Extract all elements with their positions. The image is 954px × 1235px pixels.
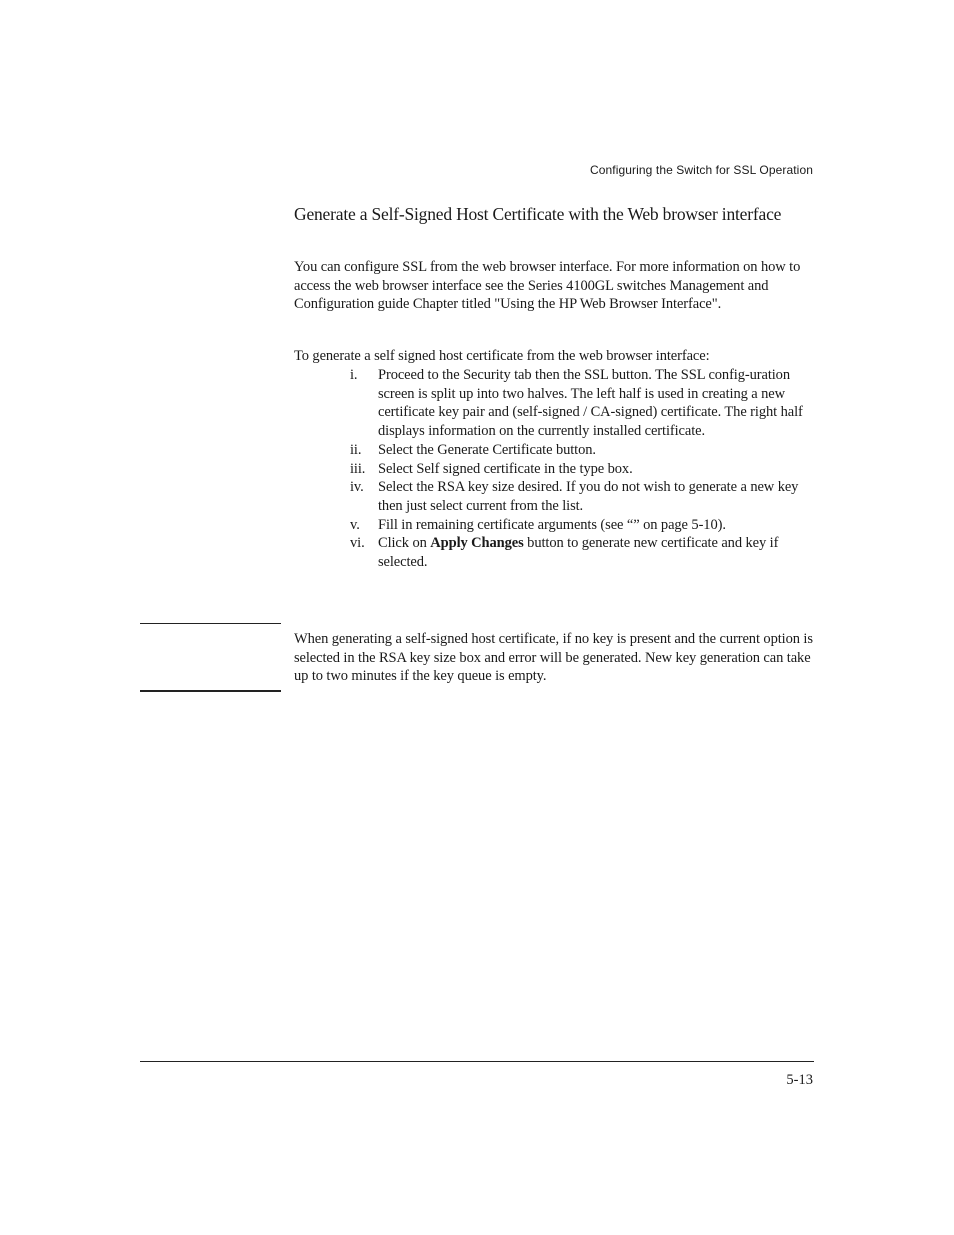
step-text-after: button to generate new certificate and key if selected. — [378, 535, 779, 571]
step-text: Select the Generate Certificate button. — [378, 441, 596, 458]
step-text: Select the RSA key size desired. If you do not wish to generate a new key then just select current from the list. — [378, 479, 799, 514]
note-top-rule — [140, 623, 281, 624]
note-text: When generating a self-signed host certificate, if no key is present and the current option is selected in the RSA key size box and error will be generated. New key generation can take up to two minutes if the key queue is empty. — [294, 631, 813, 685]
running-header: Configuring the Switch for SSL Operation — [589, 163, 813, 177]
note-bottom-rule — [140, 690, 281, 692]
step-text: Fill in remaining certificate arguments (see “” on page 5-10). — [378, 516, 726, 533]
intro-paragraph: You can configure SSL from the web browser interface. For more information on how to access the web browser interface see the Series 4100GL switches Management and Configuration guide Chapter titled "Using the HP Web Browser Interface". — [294, 259, 801, 313]
procedure-step — [350, 460, 820, 479]
procedure-step — [350, 516, 820, 535]
step-number: iii. — [350, 460, 366, 477]
procedure-lead-paragraph: To generate a self signed host certificate from the web browser interface: — [294, 348, 710, 364]
procedure-steps-list — [350, 366, 820, 572]
step-text — [378, 535, 778, 570]
step-number: v. — [350, 516, 360, 533]
step-number: ii. — [350, 441, 362, 458]
page-number: 5-13 — [786, 1072, 813, 1088]
procedure-step — [350, 534, 820, 571]
apply-changes-term: Apply Changes — [430, 535, 524, 552]
procedure-step — [350, 441, 820, 460]
step-text: Proceed to the Security tab then the SSL button. The SSL config-uration screen is split up into two halves. The left half is used in creating a new certificate key pair and (self-signed / CA-signed) certificate. The right half displays information on the currently installed certificate. — [378, 367, 803, 440]
step-number: iv. — [350, 479, 364, 496]
section-heading: Generate a Self-Signed Host Certificate with the Web browser interface — [294, 204, 782, 224]
procedure-step — [350, 478, 820, 515]
procedure-step — [350, 366, 820, 441]
step-number: i. — [350, 367, 358, 383]
step-text: Select Self signed certificate in the type box. — [378, 460, 633, 477]
step-number: vi. — [350, 535, 365, 552]
footer-rule — [140, 1061, 814, 1062]
step-text-before: Click on — [378, 535, 431, 552]
